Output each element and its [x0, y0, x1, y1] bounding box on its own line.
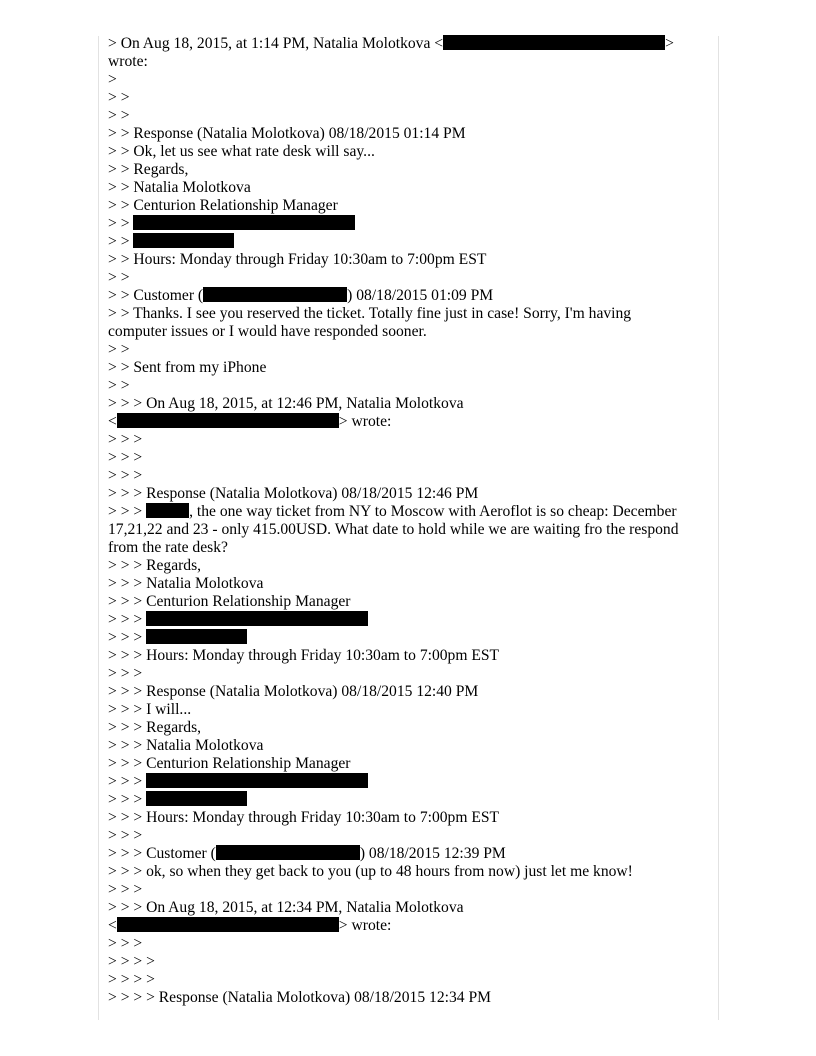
text-line [108, 377, 708, 395]
line-text: > > [108, 341, 130, 358]
line-text: > > > > Response (Natalia Molotkova) 08/18/2015 12:34 PM [108, 989, 491, 1006]
line-text: > > > Response (Natalia Molotkova) 08/18/2015 12:40 PM [108, 683, 479, 700]
redaction-bar [146, 629, 247, 644]
text-line [108, 197, 708, 215]
line-text: > > [108, 269, 130, 286]
line-text: > > > Response (Natalia Molotkova) 08/18/2015 12:46 PM [108, 485, 479, 502]
line-text: < [108, 917, 117, 934]
text-line [108, 485, 708, 503]
text-line [108, 791, 708, 809]
line-text: > > > [108, 827, 143, 844]
text-line [108, 107, 708, 125]
text-line [108, 953, 708, 971]
line-text: < [108, 413, 117, 430]
line-text: > > > Centurion Relationship Manager [108, 593, 351, 610]
text-line [108, 431, 708, 449]
line-text: > > > [108, 449, 143, 466]
line-text: > > > [108, 503, 147, 520]
redaction-bar [216, 845, 360, 860]
line-text: > > > [108, 935, 143, 952]
text-line [108, 53, 708, 71]
line-text: > > > > [108, 953, 155, 970]
text-line [108, 521, 708, 539]
line-text: > > > [108, 467, 143, 484]
line-text: > > > > [108, 971, 155, 988]
line-text: > > > [108, 791, 147, 808]
text-line [108, 557, 708, 575]
redaction-bar [117, 917, 339, 932]
text-line [108, 611, 708, 629]
text-line [108, 773, 708, 791]
text-line [108, 467, 708, 485]
text-line [108, 233, 708, 251]
text-line [108, 35, 708, 53]
line-text: > > > Customer ( [108, 845, 216, 862]
line-text: > wrote: [338, 917, 392, 934]
text-line [108, 737, 708, 755]
text-line [108, 413, 708, 431]
line-text: 17,21,22 and 23 - only 415.00USD. What date to hold while we are waiting fro the respond [108, 521, 679, 538]
redaction-bar [146, 611, 368, 626]
text-line [108, 755, 708, 773]
text-line [108, 251, 708, 269]
line-text: > > > [108, 773, 147, 790]
redaction-bar [443, 35, 665, 50]
line-text: > > > [108, 881, 143, 898]
line-text: ) 08/18/2015 01:09 PM [347, 287, 494, 304]
text-line [108, 917, 708, 935]
text-line [108, 71, 708, 89]
line-text: > > > On Aug 18, 2015, at 12:34 PM, Natalia Molotkova [108, 899, 464, 916]
text-line [108, 503, 708, 521]
text-line [108, 125, 708, 143]
text-line [108, 935, 708, 953]
line-text: > > [108, 215, 134, 232]
line-text: > > > Hours: Monday through Friday 10:30am to 7:00pm EST [108, 809, 500, 826]
text-line [108, 287, 708, 305]
text-line [108, 575, 708, 593]
line-text: > > > On Aug 18, 2015, at 12:46 PM, Natalia Molotkova [108, 395, 464, 412]
redaction-bar [146, 791, 247, 806]
text-line [108, 215, 708, 233]
text-line [108, 683, 708, 701]
line-text: > > > Natalia Molotkova [108, 575, 264, 592]
redaction-bar [203, 287, 347, 302]
line-text: ) 08/18/2015 12:39 PM [359, 845, 506, 862]
text-line [108, 161, 708, 179]
line-text: > > [108, 233, 134, 250]
text-line [108, 719, 708, 737]
text-line [108, 449, 708, 467]
text-line [108, 809, 708, 827]
line-text: > > > Regards, [108, 719, 202, 736]
line-text: > > > Hours: Monday through Friday 10:30am to 7:00pm EST [108, 647, 500, 664]
line-text: > > [108, 89, 130, 106]
text-line [108, 539, 708, 557]
text-line [108, 359, 708, 377]
text-line [108, 881, 708, 899]
text-line [108, 989, 708, 1007]
line-text: wrote: [108, 53, 148, 70]
line-text: > > > Centurion Relationship Manager [108, 755, 351, 772]
line-text: > > > ok, so when they get back to you (up to 48 hours from now) just let me know! [108, 863, 633, 880]
line-text: > > Natalia Molotkova [108, 179, 251, 196]
line-text: > > > I will... [108, 701, 192, 718]
text-line [108, 143, 708, 161]
line-text: > > > [108, 611, 147, 628]
line-text: from the rate desk? [108, 539, 228, 556]
redaction-bar [133, 233, 234, 248]
text-line [108, 89, 708, 107]
line-text: > > > Natalia Molotkova [108, 737, 264, 754]
text-line [108, 971, 708, 989]
text-line [108, 179, 708, 197]
line-text: > > > [108, 431, 143, 448]
email-thread-body [108, 35, 708, 1007]
redaction-bar [133, 215, 355, 230]
text-line [108, 269, 708, 287]
line-text: > > Ok, let us see what rate desk will say... [108, 143, 375, 160]
line-text: computer issues or I would have responded sooner. [108, 323, 427, 340]
line-text: > > Regards, [108, 161, 189, 178]
text-line [108, 593, 708, 611]
line-text: > > Sent from my iPhone [108, 359, 267, 376]
text-line [108, 629, 708, 647]
page-left-border [98, 36, 99, 1020]
line-text: > > > Regards, [108, 557, 202, 574]
redaction-bar [146, 773, 368, 788]
text-line [108, 701, 708, 719]
text-line [108, 863, 708, 881]
line-text: > [665, 35, 674, 52]
line-text: > > Response (Natalia Molotkova) 08/18/2015 01:14 PM [108, 125, 466, 142]
line-text: > > [108, 377, 130, 394]
line-text: > [108, 71, 117, 88]
text-line [108, 665, 708, 683]
text-line [108, 323, 708, 341]
line-text: > > Thanks. I see you reserved the ticket. Totally fine just in case! Sorry, I'm having [108, 305, 632, 322]
line-text: > > Customer ( [108, 287, 204, 304]
redaction-bar [146, 503, 189, 518]
text-line [108, 395, 708, 413]
redaction-bar [117, 413, 339, 428]
text-line [108, 647, 708, 665]
line-text: > > Hours: Monday through Friday 10:30am to 7:00pm EST [108, 251, 487, 268]
text-line [108, 899, 708, 917]
text-line [108, 827, 708, 845]
line-text: > > > [108, 629, 147, 646]
line-text: > wrote: [338, 413, 392, 430]
text-line [108, 305, 708, 323]
line-text: > > [108, 107, 130, 124]
page-right-border [718, 36, 719, 1020]
line-text: > > Centurion Relationship Manager [108, 197, 338, 214]
text-line [108, 845, 708, 863]
line-text: , the one way ticket from NY to Moscow with Aeroflot is so cheap: December [189, 503, 677, 520]
line-text: > On Aug 18, 2015, at 1:14 PM, Natalia Molotkova < [108, 35, 444, 52]
text-line [108, 341, 708, 359]
line-text: > > > [108, 665, 143, 682]
